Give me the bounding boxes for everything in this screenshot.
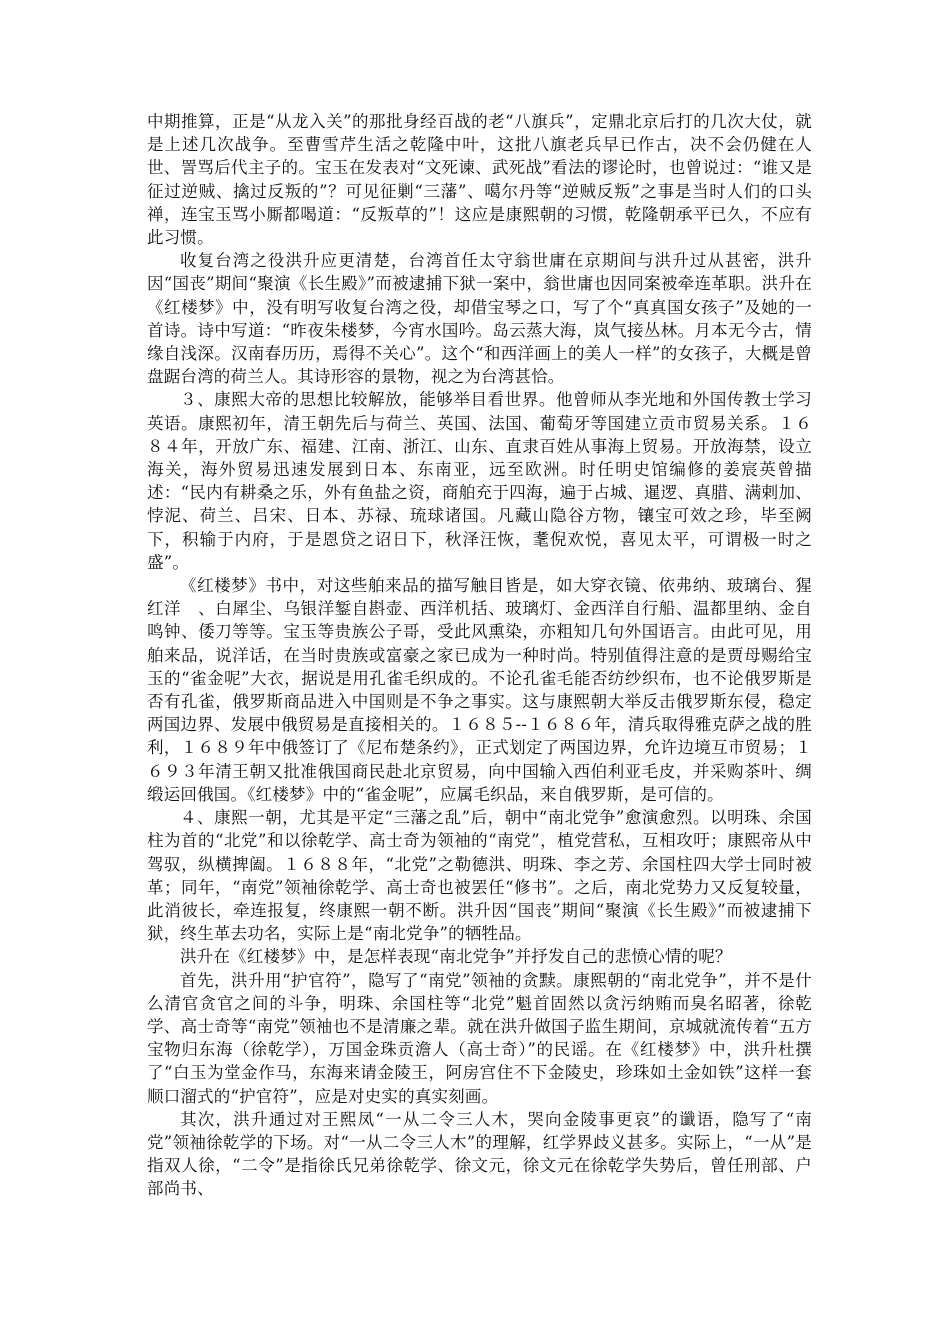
paragraph-continuation: 中期推算，正是“从龙入关”的那批身经百战的老“八旗兵”，定鼎北京后打的几次大仗，就是上述几次战争。至曹雪芹生活之乾隆中叶，这批八旗老兵早已作古，决不会仍健在人世、詈骂后代主子的。宝玉在发表对“文死谏、武死战”看法的谬论时，也曾说过：“谁又是征过逆贼、擒过反叛的”？可见征剿“三藩”、噶尔丹等“逆贼反叛”之事是当时人们的口头禅，连宝玉骂小厮都喝道：“反叛草的”！这应是康熙朝的习惯，乾隆朝承平已久，不应有此习惯。 <box>147 112 812 248</box>
body-text <box>147 110 812 1201</box>
paragraph-imports: 《红楼梦》书中，对这些舶来品的描写触目皆是，如大穿衣镜、依弗纳、玻璃台、猩红洋 、白犀尘、乌银洋錾自斟壶、西洋机括、玻璃灯、金西洋自行船、温都里纳、金自鸣钟、倭刀等等。宝玉等贵族公子哥，受此风熏染，亦粗知几句外国语言。由此可见，用舶来品，说洋话，在当时贵族或富豪之家已成为一种时尚。特别值得注意的是贾母赐给宝玉的“雀金呢”大衣，据说是用孔雀毛织成的。不论孔雀毛能否纺纱织布，也不论俄罗斯是否有孔雀，俄罗斯商品进入中国则是不争之事实。这与康熙朝大举反击俄罗斯东侵，稳定两国边界、发展中俄贸易是直接相关的。１６８５--１６８６年，清兵取得雅克萨之战的胜利，１６８９年中俄签订了《尼布楚条约》，正式划定了两国边界，允许边境互市贸易；１６９３年清王朝又批准俄国商民赴北京贸易，向中国输入西伯利亚毛皮，并采购茶叶、绸缎运回俄国。《红楼梦》中的“雀金呢”，应属毛织品，来自俄罗斯，是可信的。 <box>147 576 812 804</box>
paragraph-taiwan: 收复台湾之役洪升应更清楚，台湾首任太守翁世庸在京期间与洪升过从甚密，洪升因“国丧”期间“聚演《长生殿》”而被逮捕下狱一案中，翁世庸也因同案被牵连革职。洪升在《红楼梦》中，没有明写收复台湾之役，却借宝琴之口，写了个“真真国女孩子”及她的一首诗。诗中写道：“昨夜朱楼梦，今宵水国吟。岛云蒸大海，岚气接丛林。月本无今古，情缘自浅深。汉南春历历，焉得不关心”。这个“和西洋画上的美人一样”的女孩子，大概是曾盘踞台湾的荷兰人。其诗形容的景物，视之为台湾甚恰。 <box>147 251 812 387</box>
paragraph-first: 首先，洪升用“护官符”，隐写了“南党”领袖的贪黩。康熙朝的“南北党争”，并不是什么清官贪官之间的斗争，明珠、余国柱等“北党”魁首固然以贪污纳贿而臭名昭著，徐乾学、高士奇等“南党”领袖也不是清廉之辈。就在洪升做国子监生期间，京城就流传着“五方宝物归东海（徐乾学），万国金珠贡澹人（高士奇）”的民谣。在《红楼梦》中，洪升杜撰了“白玉为堂金作马，东海来请金陵王，阿房宫住不下金陵史，珍珠如土金如铁”这样一套顺口溜式的“护官符”，应是对史实的真实刻画。 <box>147 970 812 1106</box>
paragraph-question: 洪升在《红楼梦》中，是怎样表现“南北党争”并抒发自己的悲愤心情的呢？ <box>180 947 732 967</box>
paragraph-section-3: ３、康熙大帝的思想比较解放，能够举目看世界。他曾师从李光地和外国传教士学习英语。康熙初年，清王朝先后与荷兰、英国、法国、葡萄牙等国建立贡市贸易关系。１６８４年，开放广东、福建、江南、浙江、山东、直隶百姓从事海上贸易。开放海禁，设立海关，海外贸易迅速发展到日本、东南亚，远至欧洲。时任明史馆编修的姜宸英曾描述：“民内有耕桑之乐，外有鱼盐之资，商舶充于四海，遍于占城、暹逻、真腊、满剌加、悖泥、荷兰、吕宋、日本、苏禄、琉球诸国。凡藏山隐谷方物，镶宝可效之珍，毕至阙下，积输于内府，于是恩贷之诏日下，秋泽汪恢，耄倪欢悦，喜见太平，可谓极一时之盛”。 <box>147 390 812 572</box>
paragraph-section-4: ４、康熙一朝，尤其是平定“三藩之乱”后，朝中“南北党争”愈演愈烈。以明珠、余国柱为首的“北党”和以徐乾学、高士奇为领袖的“南党”，植党营私，互相攻吁；康熙帝从中驾驭，纵横捭阖。１６８８年，“北党”之勒德洪、明珠、李之芳、余国柱四大学士同时被革；同年，“南党”领袖徐乾学、高士奇也被罢任“修书”。之后，南北党势力又反复较量，此消彼长，牵连报复，终康熙一朝不断。洪升因“国丧”期间“聚演《长生殿》”而被逮捕下狱，终生革去功名，实际上是“南北党争”的牺牲品。 <box>147 808 812 944</box>
paragraph-second: 其次，洪升通过对王熙凤“一从二令三人木，哭向金陵事更哀”的谶语，隐写了“南党”领袖徐乾学的下场。对“一从二令三人木”的理解，红学界歧义甚多。实际上，“一从”是指双人徐，“二令”是指徐氏兄弟徐乾学、徐文元，徐文元在徐乾学失势后，曾任刑部、户部尚书、 <box>147 1109 812 1199</box>
